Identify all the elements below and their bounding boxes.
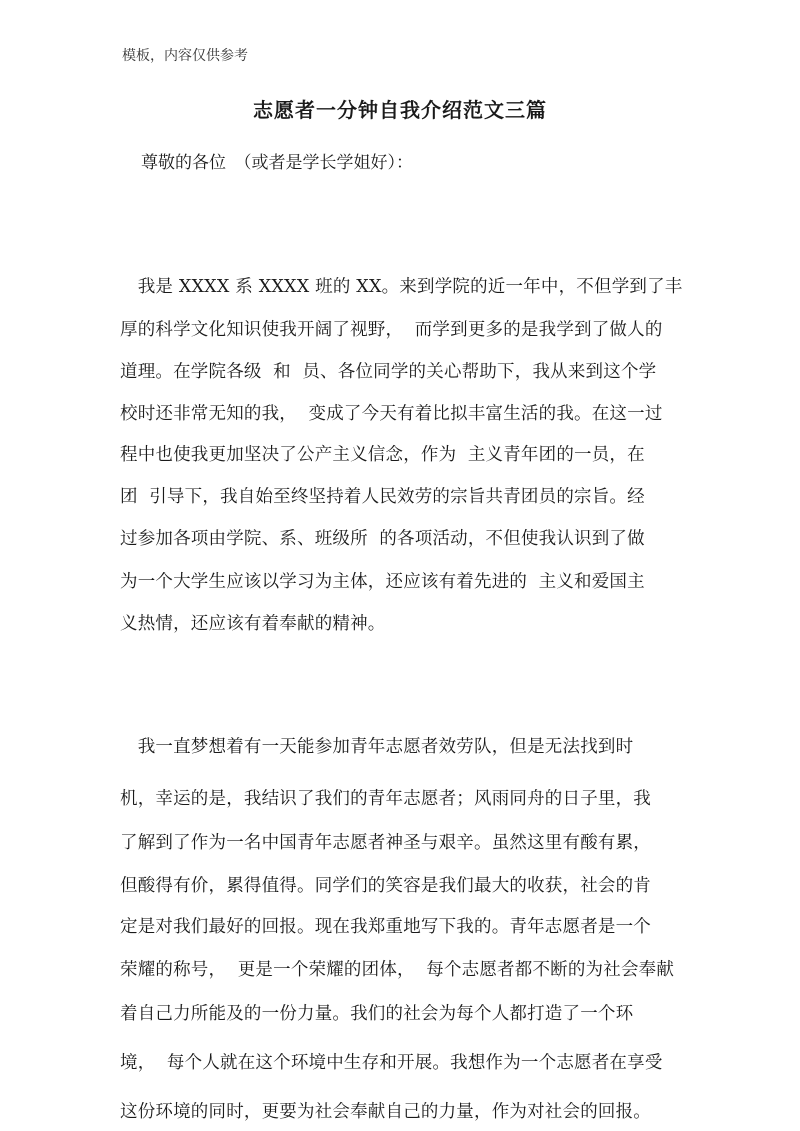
paragraph-line: 厚的科学文化知识使我开阔了视野， 而学到更多的是我学到了做人的 — [120, 320, 663, 340]
header-note: 模板，内容仅供参考 — [122, 48, 248, 64]
paragraph-line: 了解到了作为一名中国青年志愿者神圣与艰辛。虽然这里有酸有累， — [120, 833, 651, 853]
paragraph-line: 定是对我们最好的回报。现在我郑重地写下我的。青年志愿者是一个 — [120, 917, 651, 937]
paragraph-line: 机，幸运的是，我结识了我们的青年志愿者；风雨同舟的日子里，我 — [120, 789, 651, 809]
paragraph-line: 团 引导下，我自始至终坚持着人民效劳的宗旨共青团员的宗旨。经 — [120, 487, 645, 507]
paragraph-line: 程中也使我更加坚决了公产主义信念，作为 主义青年团的一员，在 — [120, 445, 645, 465]
paragraph-line: 但酸得有价，累得值得。同学们的笑容是我们最大的收获，社会的肯 — [120, 876, 651, 896]
paragraph-line: 这份环境的同时，更要为社会奉献自己的力量，作为对社会的回报。 — [120, 1102, 651, 1122]
paragraph-line: 为一个大学生应该以学习为主体，还应该有着先进的 主义和爱国主 — [120, 572, 645, 592]
salutation: 尊敬的各位 （或者是学长学姐好）： — [141, 153, 413, 173]
paragraph-line: 义热情，还应该有着奉献的精神。 — [120, 614, 386, 634]
paragraph-line: 境， 每个人就在这个环境中生存和开展。我想作为一个志愿者在享受 — [120, 1053, 663, 1073]
paragraph-line: 我一直梦想着有一天能参加青年志愿者效劳队，但是无法找到时 — [120, 737, 634, 757]
paragraph-line: 道理。在学院各级 和 员、各位同学的关心帮助下，我从来到这个学 — [120, 362, 657, 382]
paragraph-line: 着自己力所能及的一份力量。我们的社会为每个人都打造了一个环 — [120, 1004, 634, 1024]
paragraph-line: 校时还非常无知的我， 变成了今天有着比拟丰富生活的我。在这一过 — [120, 404, 663, 424]
document-title: 志愿者一分钟自我介绍范文三篇 — [253, 98, 547, 122]
paragraph-line: 过参加各项由学院、系、班级所 的各项活动，不但使我认识到了做 — [120, 529, 645, 549]
paragraph-line: 荣耀的称号， 更是一个荣耀的团体， 每个志愿者都不断的为社会奉献 — [120, 960, 675, 980]
paragraph-line: 我是 XXXX 系 XXXX 班的 XX。来到学院的近一年中，不但学到了丰 — [120, 277, 683, 297]
